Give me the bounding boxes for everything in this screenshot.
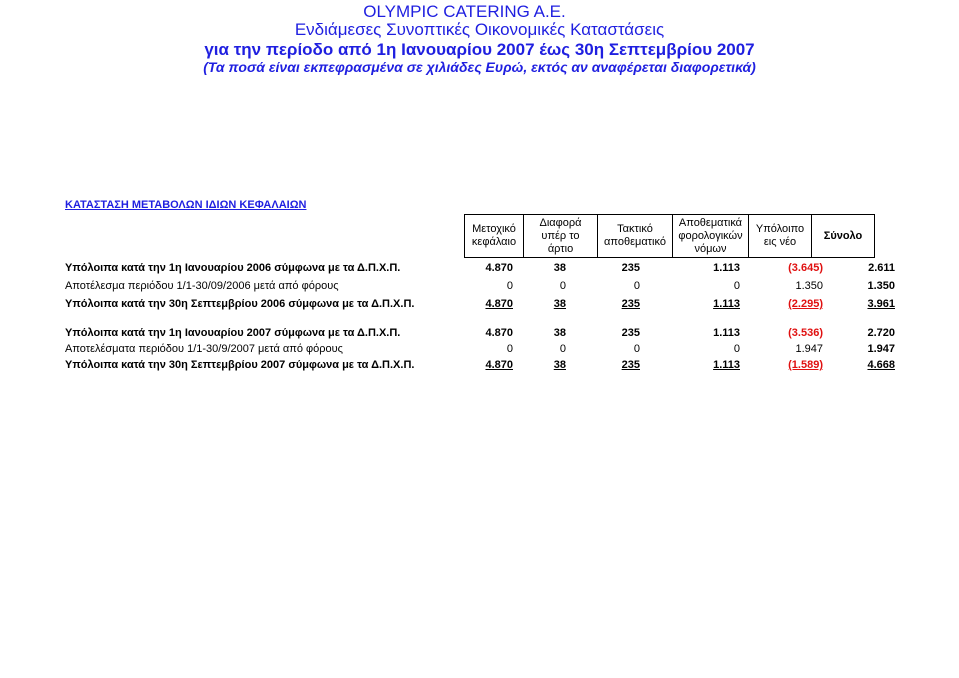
table-row xyxy=(0,280,959,294)
col-header-total: Σύνολο xyxy=(811,214,875,258)
cell-tax-reserves: 0 xyxy=(733,280,740,292)
cell-tax-reserves: 1.113 xyxy=(713,262,740,274)
cell-share-premium: 38 xyxy=(553,359,566,371)
cell-legal-reserve: 235 xyxy=(621,262,640,274)
cell-share-capital: 4.870 xyxy=(485,359,513,371)
cell-legal-reserve: 235 xyxy=(621,327,640,339)
row-label: Υπόλοιπα κατά την 1η Ιανουαρίου 2006 σύμφωνα με τα Δ.Π.Χ.Π. xyxy=(65,262,401,274)
cell-share-premium: 38 xyxy=(553,298,566,310)
cell-total: 3.961 xyxy=(867,298,895,310)
section-title: ΚΑΤΑΣΤΑΣΗ ΜΕΤΑΒΟΛΩΝ ΙΔΙΩΝ ΚΕΦΑΛΑΙΩΝ xyxy=(65,199,307,211)
col-header-share-capital: Μετοχικό κεφάλαιο xyxy=(464,214,523,258)
report-subtitle: Ενδιάμεσες Συνοπτικές Οικονομικές Καταστάσεις xyxy=(294,20,665,39)
col-header-retained-earnings: Υπόλοιπο εις νέο xyxy=(748,214,811,258)
cell-share-premium: 0 xyxy=(559,280,566,292)
cell-retained-earnings: 1.350 xyxy=(795,280,823,292)
cell-legal-reserve: 0 xyxy=(633,343,640,355)
table-row xyxy=(0,298,959,312)
cell-share-capital: 4.870 xyxy=(485,298,513,310)
cell-retained-earnings: (3.536) xyxy=(788,327,823,339)
col-header-legal-reserve: Τακτικό αποθεματικό xyxy=(597,214,672,258)
cell-share-capital: 0 xyxy=(506,280,513,292)
cell-total: 2.611 xyxy=(868,262,895,274)
row-label: Αποτέλεσμα περιόδου 1/1-30/09/2006 μετά από φόρους xyxy=(65,280,339,292)
table-row xyxy=(0,359,959,373)
col-header-share-premium: Διαφορά υπέρ το άρτιο xyxy=(523,214,597,258)
cell-share-premium: 38 xyxy=(553,262,566,274)
cell-share-capital: 4.870 xyxy=(485,327,513,339)
cell-share-capital: 4.870 xyxy=(485,262,513,274)
cell-tax-reserves: 1.113 xyxy=(713,359,740,371)
cell-tax-reserves: 1.113 xyxy=(713,298,740,310)
company-title: OLYMPIC CATERING A.E. xyxy=(363,2,566,21)
row-label: Αποτελέσματα περιόδου 1/1-30/9/2007 μετά από φόρους xyxy=(65,343,343,355)
cell-share-premium: 0 xyxy=(559,343,566,355)
cell-legal-reserve: 235 xyxy=(621,359,640,371)
cell-tax-reserves: 0 xyxy=(733,343,740,355)
report-period: για την περίοδο από 1η Ιανουαρίου 2007 έως 30η Σεπτεμβρίου 2007 xyxy=(204,40,755,59)
cell-tax-reserves: 1.113 xyxy=(713,327,740,339)
row-label: Υπόλοιπα κατά την 1η Ιανουαρίου 2007 σύμφωνα με τα Δ.Π.Χ.Π. xyxy=(65,327,401,339)
cell-retained-earnings: (1.589) xyxy=(788,359,823,371)
table-row xyxy=(0,343,959,357)
cell-share-premium: 38 xyxy=(553,327,566,339)
row-label: Υπόλοιπα κατά την 30η Σεπτεμβρίου 2006 σύμφωνα με τα Δ.Π.Χ.Π. xyxy=(65,298,415,310)
cell-legal-reserve: 235 xyxy=(621,298,640,310)
cell-total: 1.947 xyxy=(867,343,895,355)
col-header-tax-reserves: Αποθεματικά φορολογικών νόμων xyxy=(672,214,748,258)
row-label: Υπόλοιπα κατά την 30η Σεπτεμβρίου 2007 σύμφωνα με τα Δ.Π.Χ.Π. xyxy=(65,359,415,371)
currency-note: (Τα ποσά είναι εκπεφρασμένα σε χιλιάδες Ευρώ, εκτός αν αναφέρεται διαφορετικά) xyxy=(203,59,756,75)
cell-total: 4.668 xyxy=(867,359,895,371)
cell-retained-earnings: (2.295) xyxy=(788,298,823,310)
cell-legal-reserve: 0 xyxy=(633,280,640,292)
cell-share-capital: 0 xyxy=(506,343,513,355)
table-row xyxy=(0,327,959,341)
table-row xyxy=(0,262,959,276)
cell-retained-earnings: 1.947 xyxy=(795,343,823,355)
cell-total: 2.720 xyxy=(867,327,895,339)
cell-retained-earnings: (3.645) xyxy=(788,262,823,274)
cell-total: 1.350 xyxy=(867,280,895,292)
